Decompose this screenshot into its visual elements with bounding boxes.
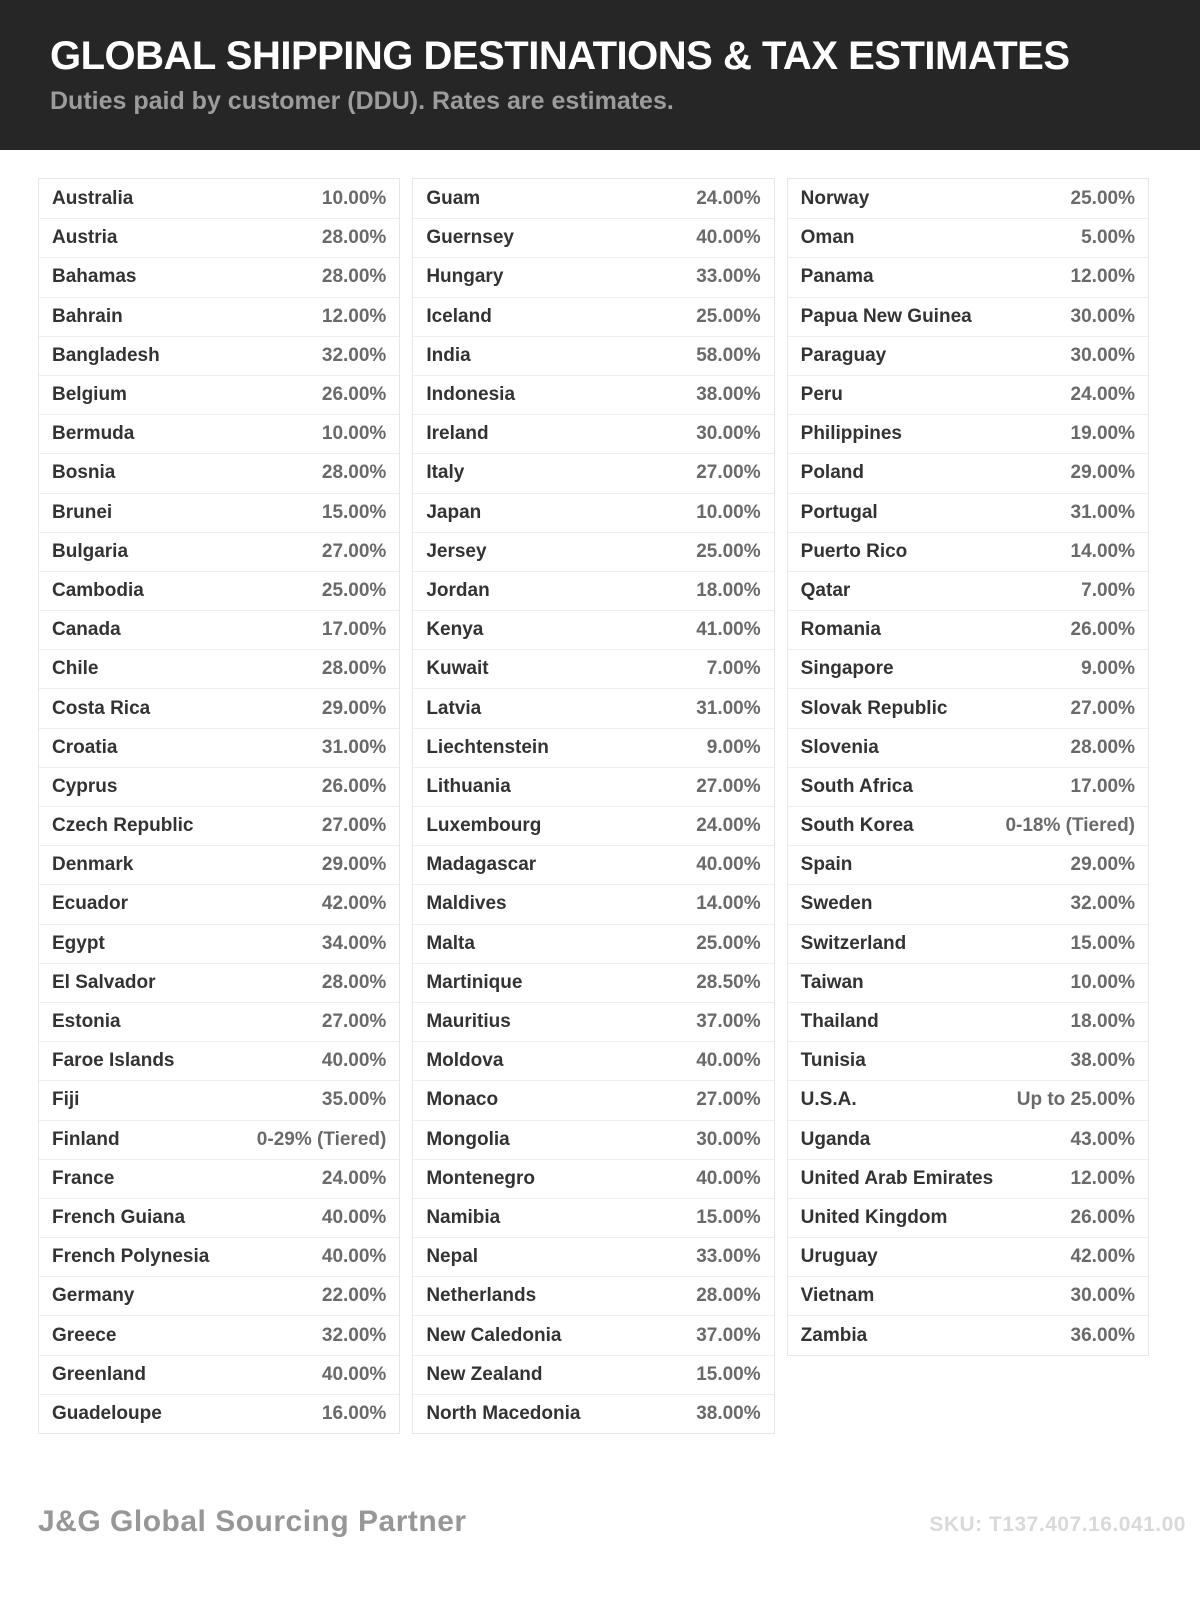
country-name: Paraguay <box>800 344 887 366</box>
table-row <box>39 375 399 414</box>
tax-rate: 25.00% <box>696 305 761 327</box>
country-name: Zambia <box>800 1324 868 1346</box>
table-row <box>413 297 773 336</box>
tax-rate: 10.00% <box>321 187 387 209</box>
brand-name: J&G Global Sourcing Partner <box>38 1505 467 1538</box>
table-row <box>788 453 1148 492</box>
tax-rate: 10.00% <box>321 423 387 445</box>
table-row <box>788 845 1148 884</box>
country-name: Tunisia <box>800 1050 866 1072</box>
tax-rate: 42.00% <box>1070 1246 1135 1268</box>
country-name: Sweden <box>800 893 873 915</box>
table-row <box>413 806 773 845</box>
table-row <box>413 1080 773 1119</box>
country-name: Montenegro <box>426 1167 536 1189</box>
country-name: Germany <box>52 1285 135 1307</box>
tax-rate: 9.00% <box>706 736 761 758</box>
table-row <box>413 1159 773 1198</box>
table-row <box>788 571 1148 610</box>
table-row <box>788 649 1148 688</box>
tax-rate: 40.00% <box>321 1363 387 1385</box>
country-name: New Zealand <box>426 1363 543 1385</box>
table-row <box>788 1198 1148 1237</box>
tax-rate: 27.00% <box>696 462 761 484</box>
tax-rate: 28.00% <box>321 266 387 288</box>
table-row <box>39 845 399 884</box>
table-row <box>39 493 399 532</box>
tax-rate: 38.00% <box>696 1402 761 1424</box>
country-name: Croatia <box>52 736 118 758</box>
table-row <box>413 493 773 532</box>
country-name: Bangladesh <box>52 344 160 366</box>
rates-column-2 <box>412 178 774 1434</box>
table-row <box>39 767 399 806</box>
tax-rate: 16.00% <box>321 1402 387 1424</box>
table-row <box>788 924 1148 963</box>
country-name: French Guiana <box>52 1206 186 1228</box>
table-row <box>39 1276 399 1315</box>
country-name: Oman <box>800 227 855 249</box>
country-name: Monaco <box>426 1089 499 1111</box>
tax-rate: 42.00% <box>321 893 387 915</box>
tax-rate: 30.00% <box>1070 344 1135 366</box>
country-name: Slovenia <box>800 736 879 758</box>
country-name: Cyprus <box>52 775 118 797</box>
country-name: Brunei <box>52 501 113 523</box>
tax-rate: 30.00% <box>696 1128 761 1150</box>
country-name: Canada <box>52 619 121 641</box>
table-row <box>413 688 773 727</box>
tax-rate: 33.00% <box>696 266 761 288</box>
country-name: Moldova <box>426 1050 504 1072</box>
table-row <box>413 610 773 649</box>
country-name: Bermuda <box>52 423 135 445</box>
table-row <box>39 963 399 1002</box>
tax-rate: 27.00% <box>1070 697 1135 719</box>
tax-rate: 30.00% <box>696 423 761 445</box>
tax-rate: 5.00% <box>1081 227 1135 249</box>
country-name: Iceland <box>426 305 492 327</box>
tax-rate: 34.00% <box>321 932 387 954</box>
tax-rate: 37.00% <box>696 1324 761 1346</box>
table-row <box>788 806 1148 845</box>
tax-rate: 40.00% <box>696 1050 761 1072</box>
country-name: United Kingdom <box>800 1206 948 1228</box>
country-name: French Polynesia <box>52 1246 210 1268</box>
tax-rate: 25.00% <box>321 579 387 601</box>
country-name: Guam <box>426 187 481 209</box>
table-row <box>413 767 773 806</box>
country-name: Egypt <box>52 932 105 954</box>
tax-rate: 30.00% <box>1070 1285 1135 1307</box>
table-row <box>39 688 399 727</box>
table-row <box>39 453 399 492</box>
tax-rate: 26.00% <box>1070 619 1135 641</box>
tax-rate: 0-18% (Tiered) <box>1005 815 1135 837</box>
country-name: Nepal <box>426 1246 479 1268</box>
tax-rate: 0-29% (Tiered) <box>256 1128 387 1150</box>
tax-rate: 15.00% <box>1070 932 1135 954</box>
country-name: France <box>52 1167 115 1189</box>
tax-rate: 25.00% <box>1070 187 1135 209</box>
tax-rate: 28.00% <box>696 1285 761 1307</box>
country-name: Japan <box>426 501 482 523</box>
country-name: Bahamas <box>52 266 137 288</box>
tax-rate: 18.00% <box>1070 1011 1135 1033</box>
table-row <box>39 1120 399 1159</box>
tax-rate: 36.00% <box>1070 1324 1135 1346</box>
table-row <box>413 649 773 688</box>
table-row <box>413 1120 773 1159</box>
table-row <box>39 1159 399 1198</box>
tax-rate: 25.00% <box>696 540 761 562</box>
table-row <box>39 179 399 218</box>
table-row <box>413 1198 773 1237</box>
tax-rate: 32.00% <box>321 1324 387 1346</box>
tax-rate: 32.00% <box>1070 893 1135 915</box>
country-name: Austria <box>52 227 118 249</box>
country-name: Peru <box>800 384 843 406</box>
country-name: U.S.A. <box>800 1089 857 1111</box>
table-row <box>39 257 399 296</box>
tax-rate: 15.00% <box>696 1363 761 1385</box>
country-name: Qatar <box>800 579 851 601</box>
country-name: Guadeloupe <box>52 1402 162 1424</box>
tax-rate: 27.00% <box>321 540 387 562</box>
country-name: Estonia <box>52 1011 121 1033</box>
country-name: Puerto Rico <box>800 540 908 562</box>
tax-rate: 24.00% <box>696 187 761 209</box>
country-name: Uruguay <box>800 1246 878 1268</box>
table-row <box>788 218 1148 257</box>
country-name: Malta <box>426 932 475 954</box>
table-row <box>39 1041 399 1080</box>
table-row <box>788 728 1148 767</box>
table-row <box>39 414 399 453</box>
tax-rate: 27.00% <box>696 775 761 797</box>
table-row <box>413 375 773 414</box>
table-row <box>413 414 773 453</box>
country-name: Switzerland <box>800 932 907 954</box>
table-row <box>413 845 773 884</box>
tax-rate: 9.00% <box>1081 658 1135 680</box>
table-row <box>788 336 1148 375</box>
tax-rate: 26.00% <box>1070 1206 1135 1228</box>
tax-rate: 14.00% <box>696 893 761 915</box>
country-name: Vietnam <box>800 1285 875 1307</box>
country-name: Martinique <box>426 971 523 993</box>
page-footer <box>0 1505 1200 1539</box>
country-name: Spain <box>800 854 853 876</box>
table-row <box>39 649 399 688</box>
tax-rate: 26.00% <box>321 775 387 797</box>
tax-rate: 28.50% <box>696 971 761 993</box>
table-row <box>788 1276 1148 1315</box>
table-row <box>413 1041 773 1080</box>
table-row <box>413 532 773 571</box>
country-name: Kenya <box>426 619 484 641</box>
country-name: Kuwait <box>426 658 489 680</box>
table-row <box>788 610 1148 649</box>
table-row <box>788 1237 1148 1276</box>
table-row <box>39 532 399 571</box>
table-row <box>413 963 773 1002</box>
table-row <box>413 336 773 375</box>
table-row <box>788 884 1148 923</box>
table-row <box>788 179 1148 218</box>
country-name: Bosnia <box>52 462 116 484</box>
country-name: Liechtenstein <box>426 736 549 758</box>
tax-rate: 40.00% <box>696 854 761 876</box>
table-row <box>788 414 1148 453</box>
tax-rate: 29.00% <box>321 697 387 719</box>
country-name: El Salvador <box>52 971 156 993</box>
country-name: Indonesia <box>426 384 516 406</box>
tax-rate: 35.00% <box>321 1089 387 1111</box>
table-row <box>39 1080 399 1119</box>
country-name: Maldives <box>426 893 507 915</box>
country-name: Czech Republic <box>52 815 194 837</box>
country-name: Belgium <box>52 384 127 406</box>
page-subtitle: Duties paid by customer (DDU). Rates are estimates. <box>50 87 674 115</box>
rates-table <box>38 178 1149 1434</box>
tax-rate: 24.00% <box>321 1167 387 1189</box>
table-row <box>413 1394 773 1433</box>
tax-rate: 15.00% <box>321 501 387 523</box>
tax-rate: 58.00% <box>696 344 761 366</box>
table-row <box>413 1276 773 1315</box>
country-name: Fiji <box>52 1089 80 1111</box>
country-name: Greenland <box>52 1363 146 1385</box>
table-row <box>39 610 399 649</box>
country-name: Mongolia <box>426 1128 510 1150</box>
country-name: Panama <box>800 266 874 288</box>
country-name: Luxembourg <box>426 815 542 837</box>
tax-rate: 22.00% <box>321 1285 387 1307</box>
country-name: Latvia <box>426 697 482 719</box>
table-row <box>39 571 399 610</box>
country-name: Cambodia <box>52 579 144 601</box>
country-name: North Macedonia <box>426 1402 581 1424</box>
tax-rate: 38.00% <box>696 384 761 406</box>
table-row <box>413 1315 773 1354</box>
tax-rate: 43.00% <box>1070 1128 1135 1150</box>
table-row <box>788 1120 1148 1159</box>
tax-rate: 24.00% <box>696 815 761 837</box>
table-row <box>788 1080 1148 1119</box>
tax-rate: 32.00% <box>321 344 387 366</box>
tax-rate: 10.00% <box>696 501 761 523</box>
tax-rate: 31.00% <box>696 697 761 719</box>
tax-rate: 28.00% <box>1070 736 1135 758</box>
table-row <box>413 257 773 296</box>
table-row <box>39 297 399 336</box>
page-title: GLOBAL SHIPPING DESTINATIONS & TAX ESTIMATES <box>50 34 1070 78</box>
country-name: Romania <box>800 619 881 641</box>
table-row <box>39 728 399 767</box>
table-row <box>39 1198 399 1237</box>
country-name: Norway <box>800 187 870 209</box>
country-name: Denmark <box>52 854 134 876</box>
country-name: Singapore <box>800 658 894 680</box>
tax-rate: 10.00% <box>1070 971 1135 993</box>
country-name: Chile <box>52 658 99 680</box>
country-name: Guernsey <box>426 227 514 249</box>
tax-rate: 28.00% <box>321 971 387 993</box>
country-name: South Africa <box>800 775 913 797</box>
tax-rate: 7.00% <box>706 658 761 680</box>
table-row <box>39 1237 399 1276</box>
country-name: Slovak Republic <box>800 697 948 719</box>
tax-rate: 24.00% <box>1070 384 1135 406</box>
country-name: United Arab Emirates <box>800 1167 994 1189</box>
table-row <box>788 963 1148 1002</box>
table-row <box>788 1041 1148 1080</box>
country-name: Madagascar <box>426 854 537 876</box>
country-name: Philippines <box>800 423 903 445</box>
country-name: India <box>426 344 471 366</box>
country-name: New Caledonia <box>426 1324 562 1346</box>
tax-rate: 29.00% <box>1070 854 1135 876</box>
country-name: Mauritius <box>426 1011 511 1033</box>
country-name: Thailand <box>800 1011 879 1033</box>
table-row <box>39 336 399 375</box>
tax-rate: 40.00% <box>321 1206 387 1228</box>
country-name: Namibia <box>426 1206 501 1228</box>
tax-rate: 14.00% <box>1070 540 1135 562</box>
tax-rate: 41.00% <box>696 619 761 641</box>
table-row <box>788 1315 1148 1354</box>
tax-rate: 37.00% <box>696 1011 761 1033</box>
tax-rate: 40.00% <box>321 1050 387 1072</box>
tax-rate: 40.00% <box>321 1246 387 1268</box>
tax-rate: 31.00% <box>321 736 387 758</box>
tax-rate: 29.00% <box>321 854 387 876</box>
table-row <box>39 1002 399 1041</box>
country-name: Papua New Guinea <box>800 305 972 327</box>
tax-rate: 28.00% <box>321 227 387 249</box>
country-name: Costa Rica <box>52 697 151 719</box>
tax-rate: 27.00% <box>321 815 387 837</box>
sku-label: SKU: T137.407.16.041.00 <box>929 1513 1186 1536</box>
country-name: Jordan <box>426 579 490 601</box>
table-row <box>413 924 773 963</box>
tax-rate: 40.00% <box>696 1167 761 1189</box>
table-row <box>39 806 399 845</box>
country-name: Italy <box>426 462 465 484</box>
table-row <box>413 179 773 218</box>
tax-rate: 25.00% <box>696 932 761 954</box>
table-row <box>39 924 399 963</box>
country-name: Bahrain <box>52 305 123 327</box>
tax-rate: 7.00% <box>1081 579 1135 601</box>
tax-rate: 33.00% <box>696 1246 761 1268</box>
table-row <box>413 453 773 492</box>
table-row <box>413 1237 773 1276</box>
tax-rate: 17.00% <box>1070 775 1135 797</box>
table-row <box>413 728 773 767</box>
table-row <box>413 218 773 257</box>
table-row <box>788 1002 1148 1041</box>
country-name: Greece <box>52 1324 117 1346</box>
country-name: Portugal <box>800 501 878 523</box>
tax-rate: 29.00% <box>1070 462 1135 484</box>
table-row <box>39 1315 399 1354</box>
table-row <box>39 1355 399 1394</box>
country-name: Uganda <box>800 1128 871 1150</box>
table-row <box>788 375 1148 414</box>
table-row <box>39 884 399 923</box>
country-name: Netherlands <box>426 1285 537 1307</box>
country-name: Lithuania <box>426 775 511 797</box>
country-name: Bulgaria <box>52 540 129 562</box>
tax-rate: 31.00% <box>1070 501 1135 523</box>
rates-column-3 <box>787 178 1149 1356</box>
country-name: Poland <box>800 462 864 484</box>
table-row <box>788 257 1148 296</box>
table-row <box>39 218 399 257</box>
country-name: Australia <box>52 187 134 209</box>
tax-rate: 27.00% <box>321 1011 387 1033</box>
table-row <box>413 1002 773 1041</box>
country-name: Finland <box>52 1128 120 1150</box>
tax-rate: 18.00% <box>696 579 761 601</box>
tax-rate: 28.00% <box>321 462 387 484</box>
table-row <box>788 688 1148 727</box>
tax-rate: 12.00% <box>321 305 387 327</box>
table-row <box>788 532 1148 571</box>
tax-rate: 30.00% <box>1070 305 1135 327</box>
tax-rate: 26.00% <box>321 384 387 406</box>
country-name: South Korea <box>800 815 914 837</box>
page-header <box>0 0 1200 150</box>
country-name: Taiwan <box>800 971 864 993</box>
rates-column-1 <box>38 178 400 1434</box>
country-name: Faroe Islands <box>52 1050 175 1072</box>
country-name: Ecuador <box>52 893 129 915</box>
country-name: Ireland <box>426 423 489 445</box>
table-row <box>413 571 773 610</box>
tax-rate: 38.00% <box>1070 1050 1135 1072</box>
table-row <box>788 767 1148 806</box>
country-name: Jersey <box>426 540 487 562</box>
table-row <box>788 1159 1148 1198</box>
tax-rate: 12.00% <box>1070 266 1135 288</box>
tax-rate: 12.00% <box>1070 1167 1135 1189</box>
tax-rate: 28.00% <box>321 658 387 680</box>
tax-rate: 17.00% <box>321 619 387 641</box>
country-name: Hungary <box>426 266 504 288</box>
tax-rate: 19.00% <box>1070 423 1135 445</box>
table-row <box>39 1394 399 1433</box>
tax-rate: 15.00% <box>696 1206 761 1228</box>
table-row <box>788 493 1148 532</box>
tax-rate: 40.00% <box>696 227 761 249</box>
table-row <box>413 884 773 923</box>
tax-rate: 27.00% <box>696 1089 761 1111</box>
table-row <box>413 1355 773 1394</box>
tax-rate: Up to 25.00% <box>1016 1089 1135 1111</box>
table-row <box>788 297 1148 336</box>
